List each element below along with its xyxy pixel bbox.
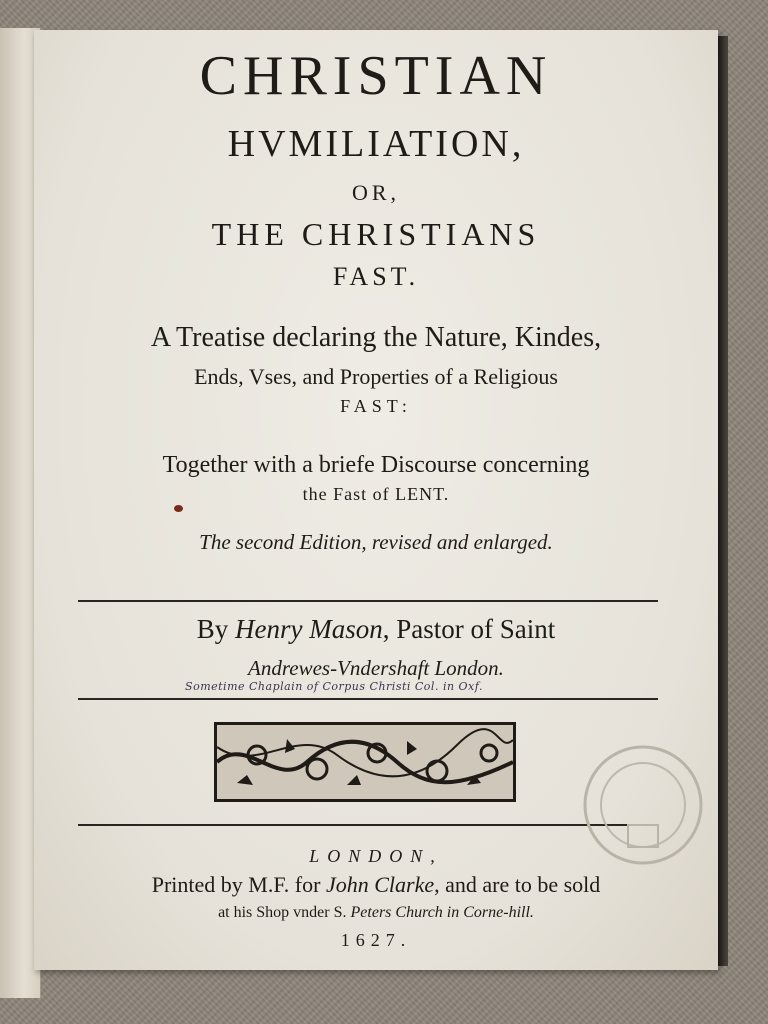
author-name: Henry Mason	[235, 614, 383, 644]
title-page	[34, 30, 718, 970]
publisher-name: John Clarke	[325, 872, 435, 897]
rule-middle	[78, 698, 658, 700]
floral-ornament	[214, 722, 516, 802]
imprint-city: LONDON,	[309, 846, 443, 866]
or-line: OR,	[351, 180, 401, 205]
author-city: London.	[434, 656, 504, 680]
rule-bottom	[78, 824, 638, 826]
ink-spot	[174, 505, 183, 512]
library-stamp	[578, 730, 708, 880]
floral-ornament-graphic	[217, 725, 513, 799]
street-text: Corne-hill.	[463, 904, 534, 921]
sold-text: , and are to be sold	[434, 872, 601, 897]
printed-by: Printed by M.F. for	[151, 872, 326, 897]
author-line-2	[34, 656, 718, 681]
edition-line: The second Edition, revised and enlarged.	[199, 530, 553, 554]
treatise-line-2: Ends, Vses, and Properties of a Religious	[194, 364, 558, 389]
subtitle-line-1: THE CHRISTIANS	[211, 216, 541, 252]
discourse-line-1: Together with a briefe Discourse concerning	[162, 452, 590, 478]
title-line-1: CHRISTIAN	[199, 45, 553, 107]
handwritten-note: Sometime Chaplain of Corpus Christi Col. in Oxf.	[185, 680, 483, 693]
shop-text: at his Shop vnder S.	[218, 904, 351, 921]
imprint-shop-line	[34, 904, 718, 922]
author-line-1	[34, 614, 718, 645]
rule-top	[78, 600, 658, 602]
imprint-year: 1627.	[340, 930, 412, 950]
author-role: , Pastor of Saint	[382, 614, 556, 644]
discourse-line-2: the Fast of LENT.	[302, 484, 450, 504]
church-text: Peters Church in	[350, 904, 464, 921]
title-line-2: HVMILIATION,	[227, 123, 525, 165]
author-by: By	[196, 614, 229, 644]
treatise-line-1: A Treatise declaring the Nature, Kindes,	[150, 322, 602, 353]
author-parish: Andrewes-Vndershaft	[248, 656, 430, 680]
treatise-line-3: FAST:	[340, 396, 412, 416]
subtitle-line-2: FAST.	[332, 262, 420, 291]
